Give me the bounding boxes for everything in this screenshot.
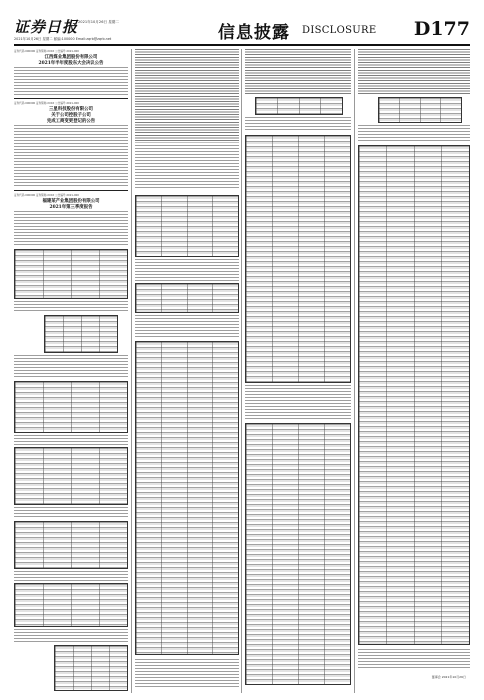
notice-title: 三星科技股份有限公司 (49, 107, 93, 112)
data-table (378, 97, 462, 123)
data-table (14, 249, 128, 299)
data-table (14, 381, 128, 433)
notice-body (14, 571, 128, 581)
data-table (14, 583, 128, 627)
data-table (245, 135, 351, 383)
notice-code: 证券代码:000000 证券简称:XXXX 公告编号:2021-000 (14, 50, 79, 53)
data-table (44, 315, 118, 353)
newspaper-logo: 证券日报 (14, 18, 79, 36)
notice-body (14, 435, 128, 445)
divider (14, 98, 128, 99)
section-title: 信息披露 (218, 23, 290, 43)
text-block (245, 385, 351, 421)
column-divider (241, 49, 242, 693)
notice-body (14, 211, 128, 247)
notice-title: 2021年第三季度报告 (49, 205, 93, 210)
column-2 (135, 49, 239, 693)
notice-body (14, 125, 128, 187)
text-block (358, 49, 470, 95)
column-divider (131, 49, 132, 693)
column-1 (14, 49, 128, 693)
notice-title: 完成工商变更登记的公告 (46, 119, 96, 124)
column-4 (358, 49, 470, 693)
page-number: D177 (413, 18, 470, 40)
data-table (135, 195, 239, 257)
masthead-info: 2021年10月26日 星期二 邮编:100000 Email:zqrb@zqrb.net (14, 37, 112, 41)
notice-body (14, 507, 128, 519)
text-block (135, 49, 239, 143)
data-table (14, 521, 128, 569)
notice-title: 江西煤业集团股份有限公司 (44, 55, 98, 60)
masthead-rule (14, 44, 470, 46)
notice-body (14, 629, 128, 643)
data-table (255, 97, 343, 115)
divider (14, 190, 128, 191)
masthead (14, 16, 470, 46)
notice-title: 福建某产业集团股份有限公司 (42, 199, 100, 204)
text-block (245, 49, 351, 95)
column-3 (245, 49, 351, 693)
notice-2 (14, 101, 128, 187)
signature-stamp: 董事会 2021年10月26日 (431, 675, 466, 679)
text-block (135, 659, 239, 689)
text-block (135, 145, 239, 189)
notice-body (14, 301, 128, 313)
text-block (245, 117, 351, 131)
data-table (135, 283, 239, 313)
notice-title: 关于公司控股子公司 (51, 113, 91, 118)
notice-code: 证券代码:000000 证券简称:XXXX 公告编号:2021-000 (14, 102, 79, 105)
notice-1 (14, 49, 128, 95)
column-divider (354, 49, 355, 693)
data-table (358, 145, 470, 645)
notice-title: 2021年半年度股东大会决议公告 (38, 61, 104, 66)
edition-date: 2021年10月26日 星期二 (78, 20, 119, 24)
notice-body (14, 67, 128, 95)
text-block (358, 125, 470, 141)
data-table (135, 341, 239, 655)
data-table (245, 423, 351, 685)
notice-3 (14, 193, 128, 693)
data-table (54, 645, 128, 691)
text-block (135, 315, 239, 337)
data-table (14, 447, 128, 505)
text-block (358, 649, 470, 669)
section-title-en: DISCLOSURE (302, 25, 377, 36)
text-block (135, 259, 239, 281)
notice-body (14, 355, 128, 379)
notice-code: 证券代码:000000 证券简称:XXXX 公告编号:2021-000 (14, 194, 79, 197)
